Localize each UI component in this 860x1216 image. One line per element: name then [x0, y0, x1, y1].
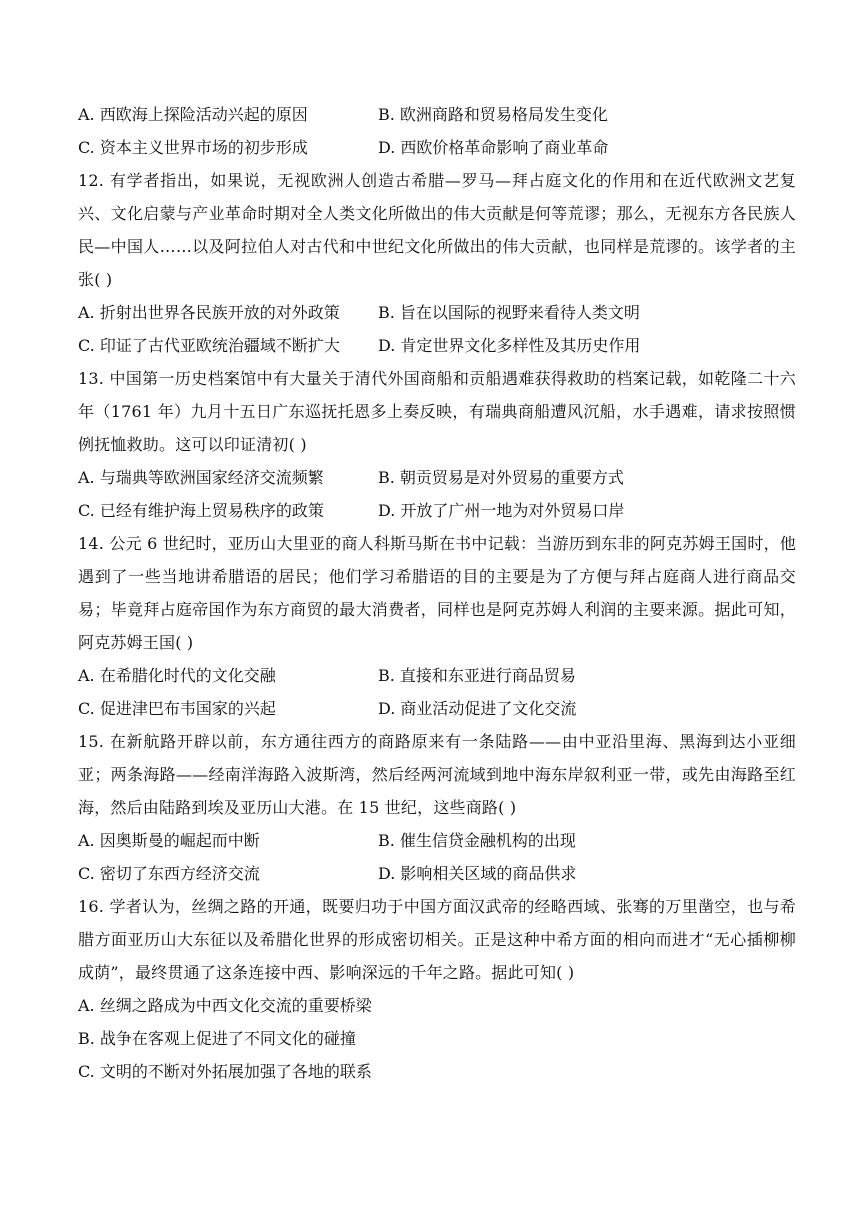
q14-options-row-1: [78, 659, 796, 692]
q14-option-b[interactable]: B. 直接和东亚进行商品贸易: [378, 666, 576, 685]
q12-options-row-2: [78, 329, 796, 362]
q16-option-b[interactable]: B. 战争在客观上促进了不同文化的碰撞: [78, 1029, 356, 1048]
q12-option-b[interactable]: B. 旨在以国际的视野来看待人类文明: [378, 303, 640, 322]
q11-option-b[interactable]: B. 欧洲商路和贸易格局发生变化: [378, 105, 608, 124]
q16-option-c-row: [78, 1055, 796, 1088]
q13-option-d[interactable]: D. 开放了广州一地为对外贸易口岸: [378, 501, 625, 520]
q14-option-c[interactable]: C. 促进津巴布韦国家的兴起: [78, 699, 276, 718]
q13-options-row-1: [78, 461, 796, 494]
q13-options-row-2: [78, 494, 796, 527]
q11-options-row-1: [78, 98, 796, 131]
q14-options-row-2: [78, 692, 796, 725]
q15-options-row-2: [78, 857, 796, 890]
q14-stem: 14. 公元 6 世纪时，亚历山大里亚的商人科斯马斯在书中记载：当游历到东非的阿克苏姆王国时，他遇到了一些当地讲希腊语的居民；他们学习希腊语的目的主要是为了方便与拜占庭商人进行商品交易；毕竟拜占庭帝国作为东方商贸的最大消费者，同样也是阿克苏姆人利润的主要来源。据此可知，阿克苏姆王国( ): [78, 534, 796, 652]
q12-option-c[interactable]: C. 印证了古代亚欧统治疆域不断扩大: [78, 336, 340, 355]
q15-stem: 15. 在新航路开辟以前，东方通往西方的商路原来有一条陆路——由中亚沿里海、黑海到达小亚细亚；两条海路——经南洋海路入波斯湾，然后经两河流域到地中海东岸叙利亚一带，或先由海路至红海，然后由陆路到埃及亚历山大港。在 15 世纪，这些商路( ): [78, 732, 796, 817]
q16-option-a[interactable]: A. 丝绸之路成为中西文化交流的重要桥梁: [78, 996, 372, 1015]
q13-stem: 13. 中国第一历史档案馆中有大量关于清代外国商船和贡船遇难获得救助的档案记载，如乾隆二十六年（1761 年）九月十五日广东巡抚托恩多上奏反映，有瑞典商船遭风沉船，水手遇难，请求按照惯例抚恤救助。这可以印证清初( ): [78, 369, 796, 454]
q13-option-a[interactable]: A. 与瑞典等欧洲国家经济交流频繁: [78, 468, 324, 487]
q12-stem: 12. 有学者指出，如果说，无视欧洲人创造古希腊—罗马—拜占庭文化的作用和在近代欧洲文艺复兴、文化启蒙与产业革命时期对全人类文化所做出的伟大贡献是何等荒谬；那么，无视东方各民族人民—中国人……以及阿拉伯人对古代和中世纪文化所做出的伟大贡献，也同样是荒谬的。该学者的主张( ): [78, 171, 796, 289]
q12-option-a[interactable]: A. 折射出世界各民族开放的对外政策: [78, 303, 340, 322]
q11-option-a[interactable]: A. 西欧海上探险活动兴起的原因: [78, 105, 308, 124]
q16-option-a-row: [78, 989, 796, 1022]
q16-option-b-row: [78, 1022, 796, 1055]
q12-options-row-1: [78, 296, 796, 329]
q11-option-d[interactable]: D. 西欧价格革命影响了商业革命: [378, 138, 609, 157]
q11-options-row-2: [78, 131, 796, 164]
q11-option-c[interactable]: C. 资本主义世界市场的初步形成: [78, 138, 308, 157]
q14-option-d[interactable]: D. 商业活动促进了文化交流: [378, 699, 577, 718]
q15-option-a[interactable]: A. 因奥斯曼的崛起而中断: [78, 831, 260, 850]
q13-option-b[interactable]: B. 朝贡贸易是对外贸易的重要方式: [378, 468, 624, 487]
q13-option-c[interactable]: C. 已经有维护海上贸易秩序的政策: [78, 501, 324, 520]
q15-option-b[interactable]: B. 催生信贷金融机构的出现: [378, 831, 576, 850]
q12-option-d[interactable]: D. 肯定世界文化多样性及其历史作用: [378, 336, 641, 355]
q15-option-c[interactable]: C. 密切了东西方经济交流: [78, 864, 260, 883]
q14-option-a[interactable]: A. 在希腊化时代的文化交融: [78, 666, 276, 685]
q16-stem: 16. 学者认为，丝绸之路的开通，既要归功于中国方面汉武帝的经略西域、张骞的万里凿空，也与希腊方面亚历山大东征以及希腊化世界的形成密切相关。正是这种中希方面的相向而进才“无心插柳柳成荫”，最终贯通了这条连接中西、影响深远的千年之路。据此可知( ): [78, 897, 796, 982]
q16-option-c[interactable]: C. 文明的不断对外拓展加强了各地的联系: [78, 1062, 372, 1081]
q15-options-row-1: [78, 824, 796, 857]
q15-option-d[interactable]: D. 影响相关区域的商品供求: [378, 864, 577, 883]
